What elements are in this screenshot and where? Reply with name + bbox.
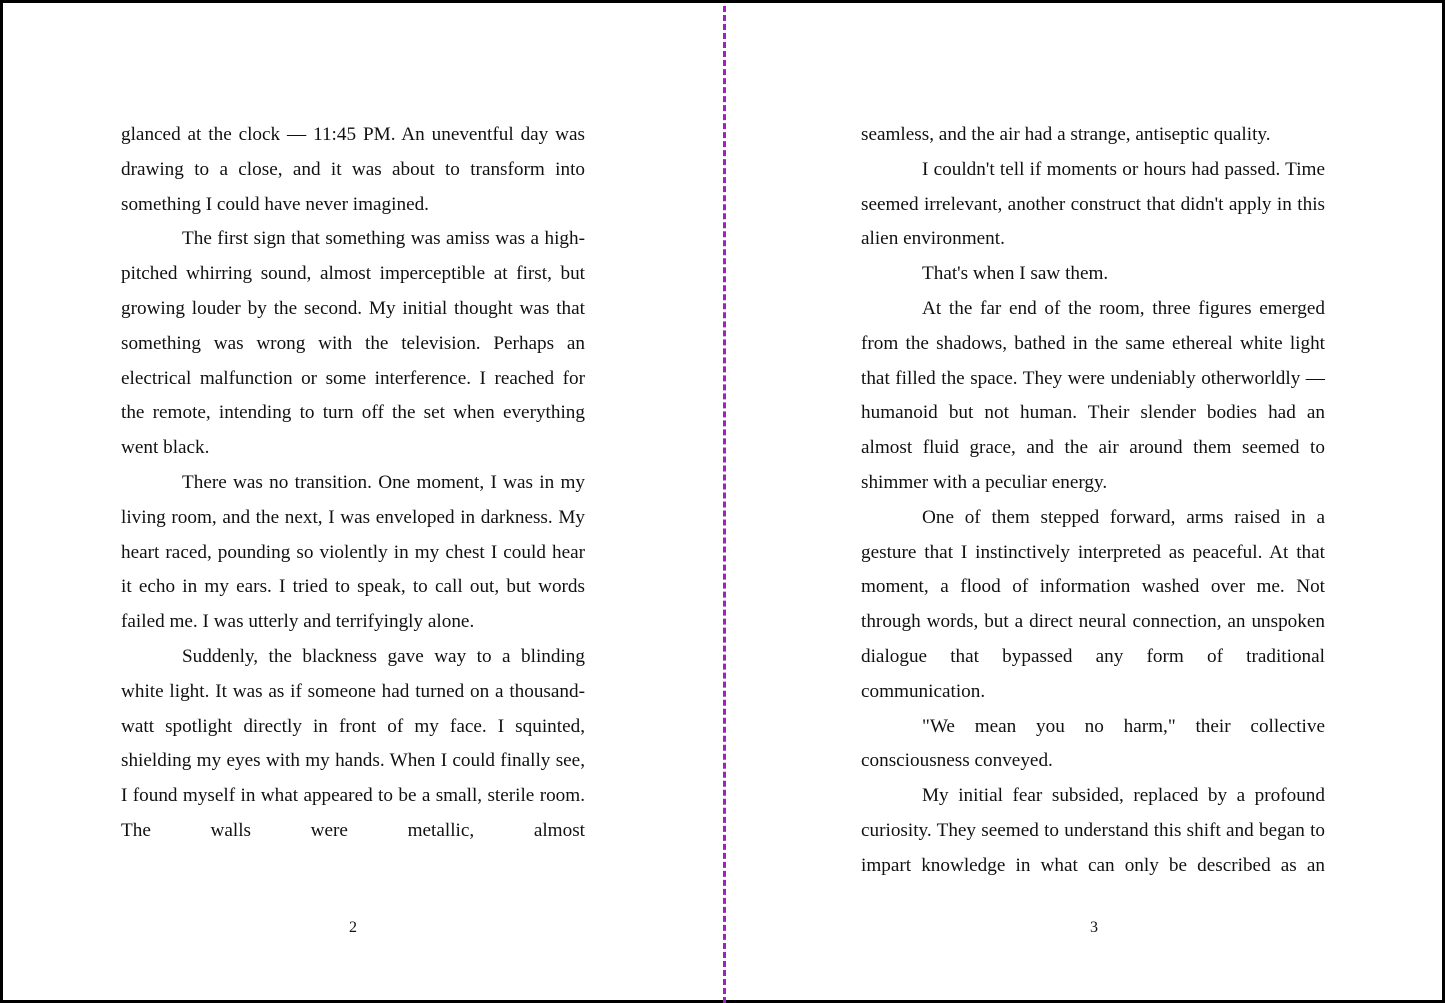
paragraph: At the far end of the room, three figures emerged from the shadows, bathed in the same ethereal white light that filled the space. They were undeniably otherworldly — humanoid but not human. Their slender bodies had an almost fluid grace, and the air around them seemed to shimmer with a peculiar energy. [861, 297, 1325, 493]
paragraph: One of them stepped forward, arms raised in a gesture that I instinctively interpreted as peaceful. At that moment, a flood of information washed over me. Not through words, but a direct neural connection, an unspoken dialogue that bypassed any form of traditional communication. [861, 506, 1325, 702]
paragraph: I couldn't tell if moments or hours had passed. Time seemed irrelevant, another construct that didn't apply in this alien environment. [861, 158, 1325, 250]
paragraph: The first sign that something was amiss was a high-pitched whirring sound, almost imperceptible at first, but growing louder by the second. My initial thought was that something was wrong with the television. Perhaps an electrical malfunction or some interference. I reached for the remote, intending to turn off the set when everything went black. [121, 228, 585, 459]
paragraph: My initial fear subsided, replaced by a profound curiosity. They seemed to understand this shift and began to impart knowledge in what can only be described as an [861, 785, 1325, 876]
paragraph: There was no transition. One moment, I was in my living room, and the next, I was enveloped in darkness. My heart raced, pounding so violently in my chest I could hear it echo in my ears. I tried to speak, to call out, but words failed me. I was utterly and terrifyingly alone. [121, 471, 585, 633]
paragraph: glanced at the clock — 11:45 PM. An uneventful day was drawing to a close, and it was about to transform into something I could have never imagined. [121, 124, 585, 215]
left-page-text [121, 118, 585, 849]
right-page-text [861, 118, 1325, 884]
page-number: 3 [1090, 919, 1098, 936]
right-page [725, 3, 1445, 1003]
paragraph: That's when I saw them. [922, 263, 1109, 285]
page-number: 2 [349, 919, 357, 936]
paragraph: Suddenly, the blackness gave way to a blinding white light. It was as if someone had turned on a thousand-watt spotlight directly in front of my face. I squinted, shielding my eyes with my hands. When I could finally see, I found myself in what appeared to be a small, sterile room. The walls were metallic, almost [121, 645, 585, 841]
paragraph: seamless, and the air had a strange, antiseptic quality. [861, 124, 1271, 145]
left-page [3, 3, 723, 1003]
paragraph: "We mean you no harm," their collective consciousness conveyed. [861, 715, 1325, 772]
